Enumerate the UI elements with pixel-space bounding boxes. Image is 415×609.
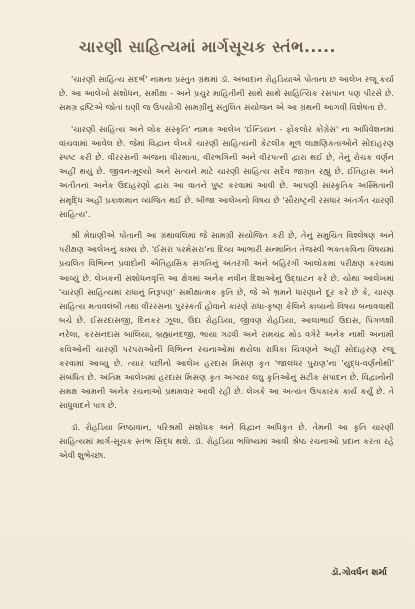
author-signature: ડૉ.ગોવર્ધન શર્મા	[331, 568, 387, 578]
paragraph-1: 'ચારણી સાહિત્ય સંદર્ભ' નામના પ્રસ્તુત ગ્રંથમાં ડૉ. અંબાદાન રોહડિયાએ પોતાના છ આલેખ રજૂ કર્યા છે. આ આલેખો સંશોધન, સમીક્ષા - અને પ્રચુર માહિતીની સાથે સાથે સાહિત્યિક રસપાન પણ પીરસે છે. સમગ્ર દ્રષ્ટિએ જોતાં ઘણી જ ઉપયોગી સામગ્રીનું સંતુલિત સંયોજન એ આ ગ્રંથની આગવી વિશેષતા છે.	[59, 74, 394, 113]
foreword-body	[59, 72, 394, 469]
paragraph-2: 'ચારણી સાહિત્ય અને લોક સંસ્કૃતિ' નામક આલેખ 'ઈન્ડિયન - ફોકલોર કોંગ્રેસ' ના અધિવેશનમાં વાંચવામાં આવેલ છે. જેમાં વિદ્વાન લેખકે ચારણી સાહિત્યની કેટલીક મૂળ લાક્ષણિકતાઓને સોદાહરણ સ્પષ્ટ કરી છે. વીરરસની અંજના વીરમાતા, વીરભગિની અને વીરપત્ની દ્વારા થઈ છે, તેનું રોચક વર્ણન અહીં થયું છે. જીવન-મૂલ્યો અને સત્યને માટે ચારણી સાહિત્ય સદૈવ જાગ્રત રહ્યું છે. ઈતિહાસ અને અતીતનાં અનેક ઉદાહરણો દ્વારા આ વાતને પુષ્ટ કરવામાં આવી છે. આપણી સાંસ્કૃતિક અસ્મિતાની સમૃદ્ધિ અહીં પ્રકાશમાન વ્યંજિત થઈ છે. બીજા આલેખનો વિષય છે 'સૌરાષ્ટ્રની રસધાર અંતર્ગત ચારણી સાહિત્ય'.	[59, 123, 394, 219]
page-title: ચારણી સાહિત્યમાં માર્ગસૂચક સ્તંભ.....	[79, 38, 336, 56]
paragraph-4: ડૉ. રોહડિયા નિષ્ઠાવાન, પરિશ્રમી સંશોધક અને વિદ્વાન અધિકૃત છે. તેમની આ કૃતિ ચારણી સાહિત્યમાં માર્ગ-સૂચક સ્તંભ સિદ્ધ થશે. ડૉ. રોહડિયા ભવિષ્યમાં આવી શ્રેષ્ઠ રચનાઓ પ્રદાન કરતા રહે એવી શુભેચ્છા.	[59, 421, 394, 461]
paragraph-3: શ્રી મેઘાણીએ પોતાની આ ગ્રંથાવલિમાં જે સામગ્રી સંયોજિત કરી છે, તેનું સમુચિત વિશ્લેષણ અને પરીક્ષણ આલેખનું કામ્ય છે. 'ઈસરા પરમેસરા'ના દિવ્ય આભારી સન્માનિત તેજસ્વી ભક્તકવિના વિષયમાં પ્રચલિત વિભિન્ન પ્રવાદોની ઐતિહાસિક સંગતિનું અંતરંગી અને બહિરંગી આલોકમાં પરીક્ષણ કરવામાં આવ્યું છે. લેખકની સંશોધનવૃત્તિ આ ક્ષેત્રમાં અનેક નવીન દિશાઓનું ઉદ્ઘાટન કરે છે. ચોથા આલેખમાં 'ચારણી સાહિત્યમાં રાધાનું નિરૂપણ' સમીક્ષાત્મક કૃતિ છે, જે એ ભ્રમને ધારણાને દૂર કરે છે કે, ચારણ સાહિત્ય મતાવલંબી તથા વીરરસના પુરસ્કર્તા હોવાને કારણે રાધા-કૃષ્ણ કેલિને કાવ્યનો વિષય બનાવવાથી બચે છે. ઈસરદાસજી, દિનકર ઝૂલા, ઉદા રોહડિયા, જીવણ રોહડિયા, આલાભાઈ ઉદાસ, પિંગળશી નરેલા, કરસનદાસ બાલિયા, બ્રહ્માનંદજી, ભાયા ગઢવી અને રામચંદ્ર મોડ વગેરે અનેક નામી અનામી કવિઓની ચારણી પરંપરાઓની વિભિન્ન રચનાઓમાં થયેલા રાધિકા ચિત્રણને અહીં સોદાહરણ રજૂ કરવામાં આવ્યુ છે. ત્યાર પછીનો આલેખ હરદાસ મિસણ કૃત 'જાલંધર પુરાણ'ના 'યુદ્ધ-વર્ણનોથી' સંબંધિત છે. અંતિમ આલેખમાં હરદાસ મિસણ કૃત અગ્યાર લઘુ કૃતિઓનું સટીક સંપાદન છે. વિદ્વાનોની સમક્ષ આમની અનેક રચનાઓ પ્રથમવાર આવી રહી છે. લેખકે આ અત્યંત ઉપકારક કાર્ય કર્યું છે. તે સાધુવાદને પાત્ર છે.	[59, 230, 394, 411]
